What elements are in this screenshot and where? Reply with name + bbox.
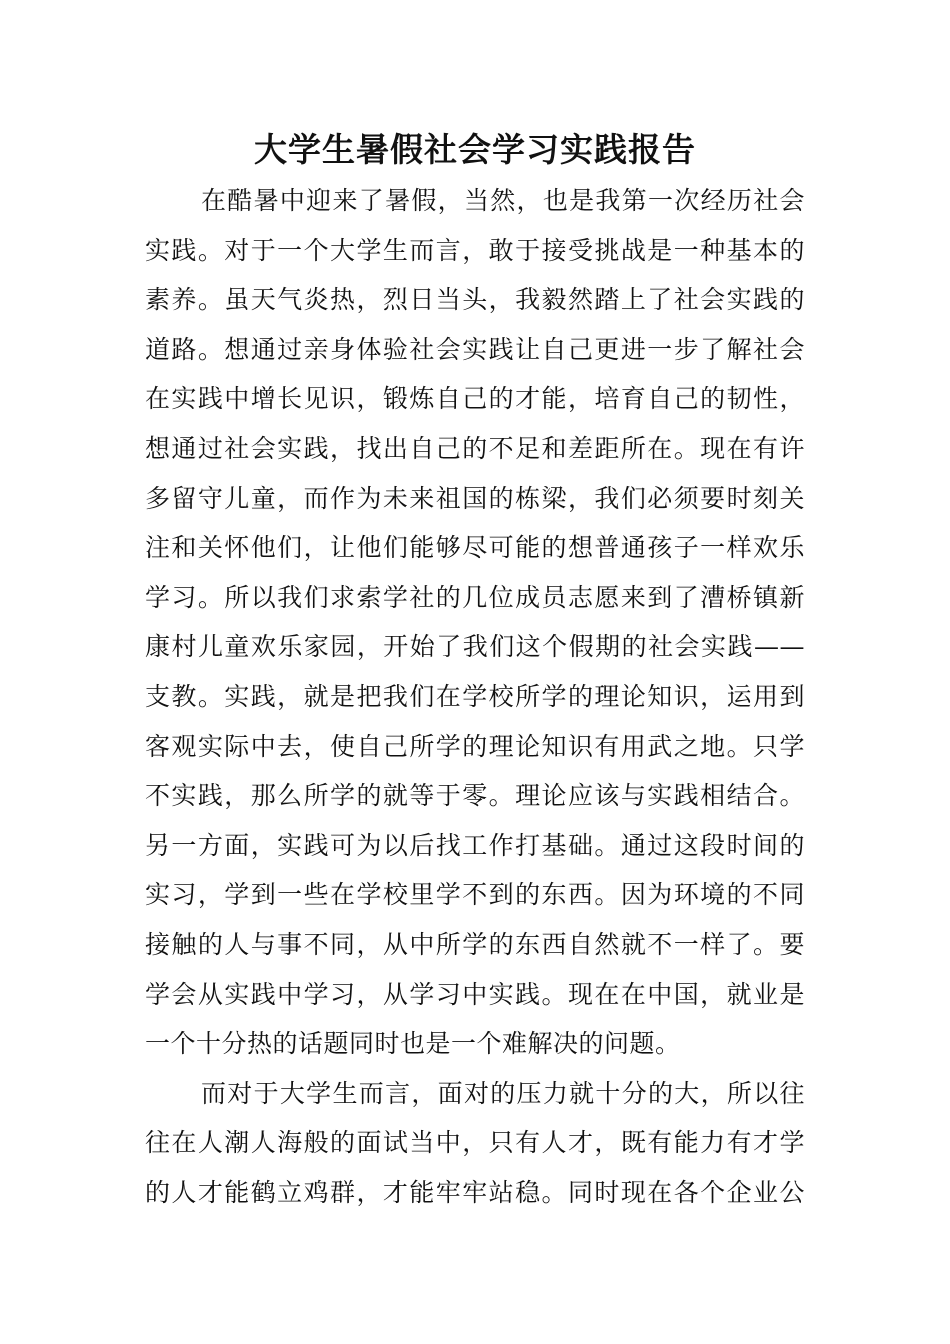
text-line: 往在人潮人海般的面试当中，只有人才，既有能力有才学 (145, 1128, 805, 1158)
text-line: 接触的人与事不同，从中所学的东西自然就不一样了。要 (145, 929, 805, 959)
text-line: 的人才能鹤立鸡群，才能牢牢站稳。同时现在各个企业公 (145, 1177, 805, 1207)
text-line: 支教。实践，就是把我们在学校所学的理论知识，运用到 (145, 681, 805, 711)
document-body (145, 176, 805, 1217)
text-line: 一个十分热的话题同时也是一个难解决的问题。 (145, 1029, 681, 1059)
text-line: 不实践，那么所学的就等于零。理论应该与实践相结合。 (145, 781, 805, 811)
text-line: 另一方面，实践可为以后找工作打基础。通过这段时间的 (145, 830, 805, 860)
text-line: 在实践中增长见识，锻炼自己的才能，培育自己的韧性， (145, 384, 805, 414)
text-line: 素养。虽天气炎热，烈日当头，我毅然踏上了社会实践的 (145, 285, 805, 315)
text-line: 学习。所以我们求索学社的几位成员志愿来到了漕桥镇新 (145, 582, 805, 612)
text-line: 注和关怀他们，让他们能够尽可能的想普通孩子一样欢乐 (145, 533, 805, 563)
text-line: 实践。对于一个大学生而言，敢于接受挑战是一种基本的 (145, 235, 805, 265)
text-line: 实习，学到一些在学校里学不到的东西。因为环境的不同 (145, 880, 805, 910)
text-line: 在酷暑中迎来了暑假，当然，也是我第一次经历社会 (201, 186, 805, 215)
document-title: 大学生暑假社会学习实践报告 (254, 130, 696, 169)
text-line: 想通过社会实践，找出自己的不足和差距所在。现在有许 (145, 433, 805, 463)
text-line: 客观实际中去，使自己所学的理论知识有用武之地。只学 (145, 731, 805, 761)
text-line: 多留守儿童，而作为未来祖国的栋梁，我们必须要时刻关 (145, 483, 805, 513)
text-line: 而对于大学生而言，面对的压力就十分的大，所以往 (201, 1078, 805, 1108)
text-line: 康村儿童欢乐家园，开始了我们这个假期的社会实践—— (145, 632, 805, 662)
text-line: 道路。想通过亲身体验社会实践让自己更进一步了解社会 (145, 334, 805, 364)
text-line: 学会从实践中学习，从学习中实践。现在在中国，就业是 (145, 979, 805, 1009)
